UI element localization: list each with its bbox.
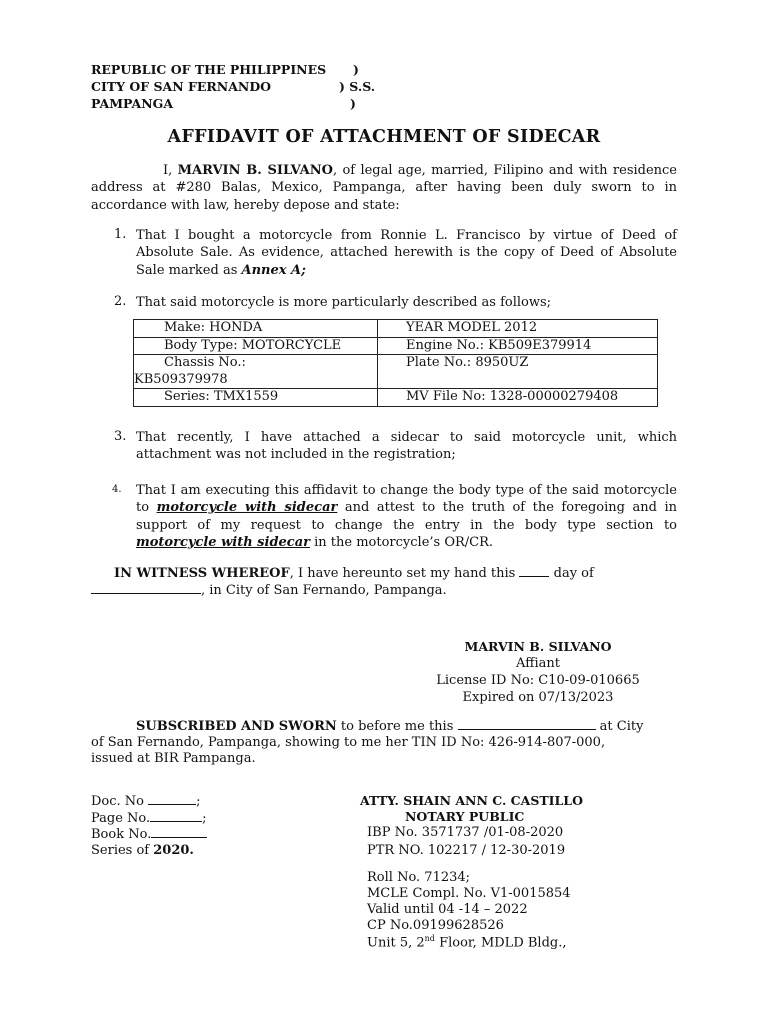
doc-no-semicolon: ; <box>196 794 201 809</box>
doc-no-blank <box>148 793 196 805</box>
jurat-line-1 <box>136 718 643 734</box>
jurat-line-3: issued at BIR Pampanga. <box>91 751 256 766</box>
series-of <box>91 843 194 858</box>
vehicle-mv-file-no: MV File No: 1328-00000279408 <box>378 389 658 407</box>
page-no <box>91 810 207 826</box>
page-no-label: Page No. <box>91 811 151 826</box>
vehicle-chassis <box>134 355 378 389</box>
table-row <box>134 337 658 355</box>
affiant-name: MARVIN B. SILVANO <box>464 639 612 654</box>
vehicle-description-table <box>133 319 658 407</box>
jurat-text-2: at City <box>595 719 644 734</box>
witness-line-2 <box>91 582 447 598</box>
book-no-label: Book No. <box>91 827 152 842</box>
witness-text-2: day of <box>549 566 594 581</box>
affiant-license: License ID No: C10-09-010665 <box>436 673 640 688</box>
venue-republic: REPUBLIC OF THE PHILIPPINES <box>91 62 327 77</box>
jurat-line-2: of San Fernando, Pampanga, showing to me her TIN ID No: 426-914-807-000, <box>91 735 606 750</box>
notary-roll: Roll No. 71234; <box>367 870 471 885</box>
page-no-semicolon: ; <box>202 811 207 826</box>
witness-lead: IN WITNESS WHEREOF <box>114 566 290 581</box>
doc-no <box>91 793 201 809</box>
vehicle-make: Make: HONDA <box>134 320 378 338</box>
witness-line-1 <box>114 565 594 581</box>
notary-ptr: PTR NO. 102217 / 12-30-2019 <box>367 843 566 858</box>
document-title: AFFIDAVIT OF ATTACHMENT OF SIDECAR <box>167 127 601 147</box>
vehicle-plate-no: Plate No.: 8950UZ <box>378 355 658 389</box>
item-number-1: 1. <box>114 227 127 242</box>
venue-paren-ss: ) S.S. <box>339 79 376 94</box>
item-number-3: 3. <box>114 429 127 444</box>
notary-title: NOTARY PUBLIC <box>405 809 525 824</box>
doc-no-label: Doc. No <box>91 794 149 809</box>
jurat-lead: SUBSCRIBED AND SWORN <box>136 719 337 734</box>
emphasis-motorcycle-with-sidecar: motorcycle with sidecar <box>156 500 338 516</box>
affiant-label: Affiant <box>516 656 560 671</box>
witness-text-3: , in City of San Fernando, Pampanga. <box>201 583 447 598</box>
month-blank <box>91 582 201 594</box>
notary-mcle: MCLE Compl. No. V1-0015854 <box>367 886 571 901</box>
item-4-text <box>136 482 677 551</box>
series-year: 2020. <box>153 843 194 858</box>
jurat-text-1: to before me this <box>336 719 458 734</box>
series-label: Series of <box>91 843 154 858</box>
table-row <box>134 320 658 338</box>
address-part-a: Unit 5, 2 <box>367 935 425 951</box>
affiant-name-inline: MARVIN B. SILVANO <box>177 163 333 178</box>
venue-province: PAMPANGA <box>91 96 174 111</box>
annex-reference: Annex A; <box>241 262 306 278</box>
address-part-b: Floor, MDLD Bldg., <box>434 935 567 951</box>
venue-paren-1: ) <box>353 62 359 77</box>
item-4-part-b: and attest to the truth of the foregoing and in support of my request to change the entry in the body type section to <box>136 500 677 533</box>
emphasis-motorcycle-with-sidecar: motorcycle with sidecar <box>136 534 310 550</box>
day-blank <box>519 565 549 577</box>
item-1-text <box>136 227 677 279</box>
affiant-license-expiry: Expired on 07/13/2023 <box>462 690 614 705</box>
page-no-blank <box>150 810 202 822</box>
witness-text-1: , I have hereunto set my hand this <box>289 566 520 581</box>
chassis-label: Chassis No.: <box>164 355 246 370</box>
intro-pre: I, <box>163 163 178 178</box>
book-no-blank <box>151 826 207 838</box>
notary-cp-no: CP No.09199628526 <box>367 918 504 933</box>
item-4-part-a: That I am executing this affidavit to change the body type of the said motorcycle to <box>136 483 677 516</box>
item-3-text: That recently, I have attached a sidecar to said motorcycle unit, which attachment was not included in the registration; <box>136 430 677 463</box>
table-row <box>134 389 658 407</box>
item-2-text: That said motorcycle is more particularly described as follows; <box>136 295 552 310</box>
table-row <box>134 355 658 389</box>
item-number-4: 4. <box>112 484 122 495</box>
vehicle-body-type: Body Type: MOTORCYCLE <box>134 337 378 355</box>
notary-name: ATTY. SHAIN ANN C. CASTILLO <box>360 793 583 808</box>
notary-address <box>367 934 567 950</box>
intro-post: , of legal age, married, Filipino and with residence address at #280 Balas, Mexico, Pampanga, after having been duly sworn to in accordance with law, hereby depose and state: <box>91 163 678 213</box>
date-blank <box>458 718 596 730</box>
vehicle-series: Series: TMX1559 <box>134 389 378 407</box>
notary-mcle-validity: Valid until 04 -14 – 2022 <box>367 902 528 917</box>
vehicle-year-model: YEAR MODEL 2012 <box>378 320 658 338</box>
notary-ibp: IBP No. 3571737 /01-08-2020 <box>367 825 564 840</box>
venue-city: CITY OF SAN FERNANDO <box>91 79 272 94</box>
item-1-body: That I bought a motorcycle from Ronnie L. Francisco by virtue of Deed of Absolute Sale. As evidence, attached herewith is the copy of Deed of Absolute Sale marked as <box>136 228 677 278</box>
book-no <box>91 826 207 842</box>
venue-paren-3: ) <box>350 96 356 111</box>
item-4-part-c: in the motorcycle’s OR/CR. <box>310 534 494 550</box>
item-number-2: 2. <box>114 294 127 309</box>
chassis-value: KB509379978 <box>134 371 228 387</box>
intro-paragraph <box>91 162 677 214</box>
address-ordinal: nd <box>424 934 435 943</box>
vehicle-engine-no: Engine No.: KB509E379914 <box>378 337 658 355</box>
